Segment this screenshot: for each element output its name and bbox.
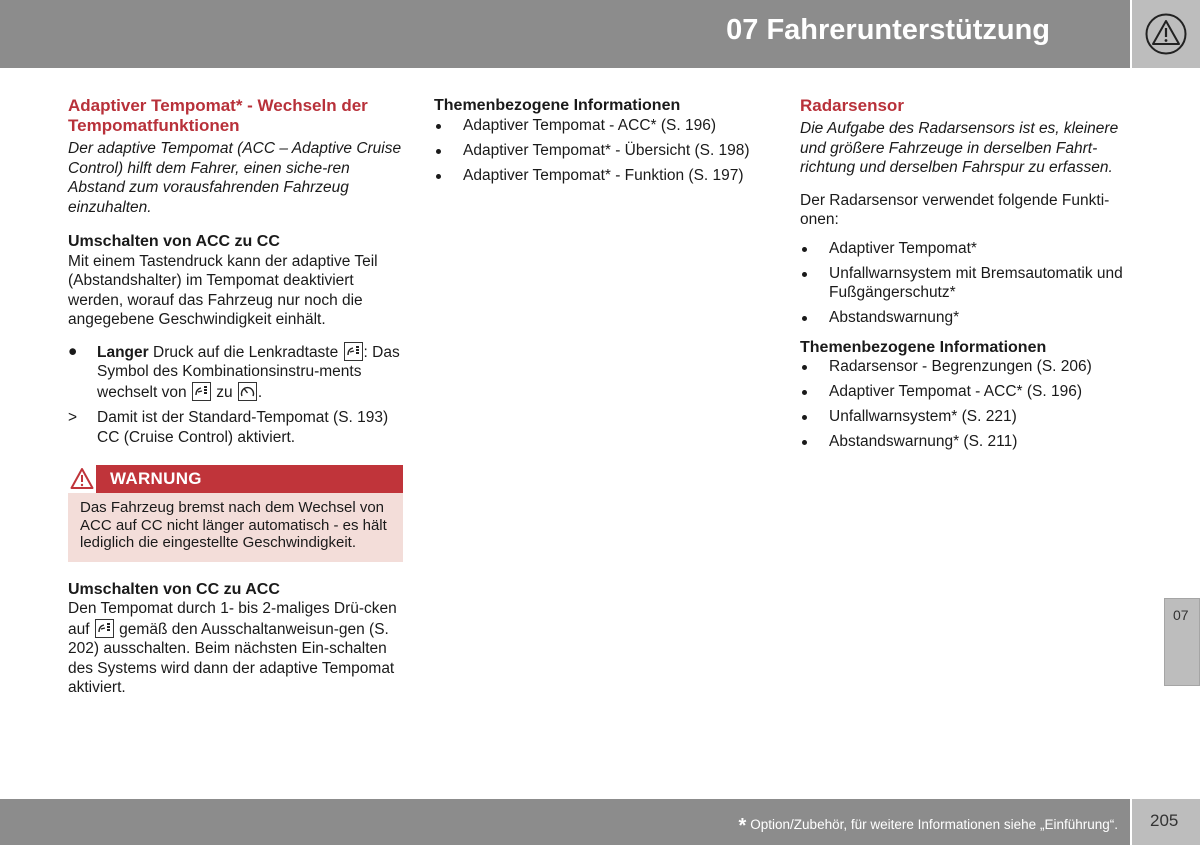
chapter-icon-box [1132,0,1200,68]
step-text: Druck auf die Lenkradtaste [148,343,343,361]
list-item: Abstandswarnung* [800,308,1130,328]
section-title-acc: Adaptiver Tempomat* - Wechseln der Tempomatfunktionen [68,96,368,135]
result-step [68,408,403,447]
cruise-control-symbol-icon [238,382,257,401]
column-related-topics [434,96,774,191]
subheading-cc-to-acc: Umschalten von CC zu ACC [68,580,280,598]
footer-asterisk: * [738,815,747,837]
step-text: . [257,383,263,401]
list-item: Adaptiver Tempomat - ACC* (S. 196) [434,116,774,136]
warning-label: WARNUNG [110,469,202,488]
page-number: 205 [1150,811,1179,830]
list-item: Adaptiver Tempomat* [800,239,1130,259]
paragraph-text: gemäß den Ausschaltanweisun-gen (S. 202) ausschalten. Beim nächsten Ein-schalten des Systems wird dann der adaptive Tempomat aktiviert. [68,620,395,696]
warning-header [68,465,403,493]
section-title-radar: Radarsensor [800,96,904,115]
warning-icon-box [68,465,96,493]
list-item: Radarsensor - Begrenzungen (S. 206) [800,357,1130,377]
related-heading: Themenbezogene Informationen [800,338,1047,356]
radar-functions-list [800,239,1130,328]
warning-box [68,465,403,562]
paragraph-text: Den Tempomat durch 1- bis 2-maliges Drü-cken auf [68,600,397,638]
paragraph-cc-to-acc [68,599,403,698]
column-radar-sensor [800,96,1130,457]
steering-button-acc-icon [344,342,363,361]
page-footer [0,799,1130,845]
related-list [434,116,774,186]
chapter-title: 07 Fahrerunterstützung [726,14,1050,46]
steering-button-acc-icon [95,619,114,638]
related-list [800,357,1130,452]
intro-text: Der adaptive Tempomat (ACC – Adaptive Cruise Control) hilft dem Fahrer, einen siche-ren Abstand zum vorausfahrenden Fahrzeug einzuhalten. [68,140,402,216]
radar-text: Der Radarsensor verwendet folgende Funkti-onen: [800,191,1110,228]
related-heading: Themenbezogene Informationen [434,97,681,114]
step-text: zu [211,383,237,401]
list-item: Unfallwarnsystem mit Bremsautomatik und Fußgängerschutz* [800,264,1130,303]
radar-intro: Die Aufgabe des Radarsensors ist es, kleinere und größere Fahrzeuge in derselben Fahrt-richtung und derselben Fahrspur zu erfassen. [800,120,1119,176]
step-text: : Das Symbol des Kombinationsinstru-ments wechselt von [97,343,400,401]
result-mark: > [68,409,78,426]
chapter-side-tab [1164,598,1200,686]
footer-note [738,815,1118,838]
instruction-step [68,342,403,403]
column-acc-switch [68,96,403,698]
list-item: Adaptiver Tempomat - ACC* (S. 196) [800,382,1130,402]
page-number-box [1132,799,1200,845]
warning-triangle-icon [1144,13,1188,55]
bullet-icon: ● [68,342,78,360]
result-text: Damit ist der Standard-Tempomat (S. 193) CC (Cruise Control) aktiviert. [97,409,389,446]
chapter-tab-label: 07 [1173,607,1189,623]
list-item: Abstandswarnung* (S. 211) [800,432,1130,452]
acc-symbol-icon [192,382,211,401]
subheading-acc-to-cc: Umschalten von ACC zu CC [68,233,280,250]
footer-note-text: Option/Zubehör, für weitere Informationen siehe „Einführung“. [750,817,1118,832]
step-emphasis: Langer [97,343,149,361]
warning-text: Das Fahrzeug bremst nach dem Wechsel von ACC auf CC nicht länger automatisch - es hält lediglich die eingestellte Geschwindigkeit. [80,499,387,551]
warning-triangle-icon [70,467,94,491]
list-item: Unfallwarnsystem* (S. 221) [800,407,1130,427]
list-item: Adaptiver Tempomat* - Übersicht (S. 198) [434,141,774,161]
page-header [0,0,1130,68]
list-item: Adaptiver Tempomat* - Funktion (S. 197) [434,166,774,186]
paragraph-acc-to-cc: Mit einem Tastendruck kann der adaptive Teil (Abstandshalter) im Tempomat deaktiviert werden, worauf das Fahrzeug nur noch die angegebene Geschwindigkeit einhält. [68,252,378,328]
